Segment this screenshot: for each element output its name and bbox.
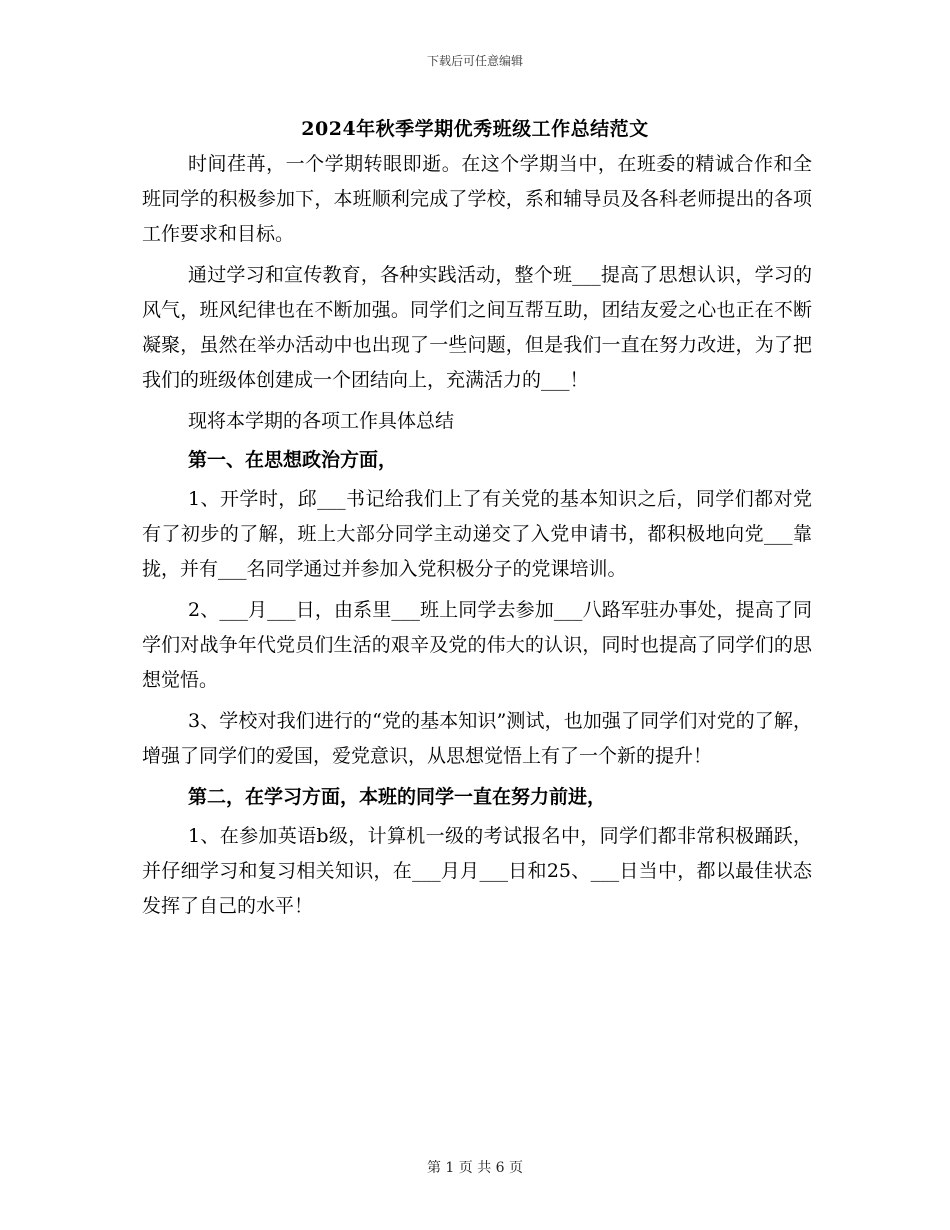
section-heading-politics: 第一、在思想政治方面， — [188, 449, 398, 471]
document-body — [142, 147, 812, 924]
paragraph-politics-3: 3、学校对我们进行的“党的基本知识”测试，也加强了同学们对党的了解，增强了同学们的爱国，爱党意识，从思想觉悟上有了一个新的提升！ — [142, 710, 812, 767]
paragraph-summary-lead: 现将本学期的各项工作具体总结 — [188, 410, 455, 432]
paragraph-study-1: 1、在参加英语b级，计算机一级的考试报名中，同学们都非常积极踊跃，并仔细学习和复习相关知识，在___月月___日和25、___日当中，都以最佳状态发挥了自己的水平！ — [142, 825, 812, 917]
paragraph-overview: 通过学习和宣传教育，各种实践活动，整个班___提高了思想认识，学习的风气，班风纪律也在不断加强。同学们之间互帮互助，团结友爱之心也正在不断凝聚，虽然在举办活动中也出现了一些问题，但是我们一直在努力改进，为了把我们的班级体创建成一个团结向上，充满活力的___！ — [142, 264, 812, 391]
section-heading-study: 第二，在学习方面，本班的同学一直在努力前进， — [188, 786, 607, 808]
page-footer: 第 1 页 共 6 页 — [426, 1160, 524, 1176]
paragraph-intro: 时间荏苒，一个学期转眼即逝。在这个学期当中，在班委的精诚合作和全班同学的积极参加下，本班顺利完成了学校，系和辅导员及各科老师提出的各项工作要求和目标。 — [142, 153, 812, 245]
page-header-note: 下载后可任意编辑 — [426, 54, 523, 68]
document-title: 2024年秋季学期优秀班级工作总结范文 — [301, 118, 649, 140]
paragraph-politics-2: 2、___月___日，由系里___班上同学去参加___八路军驻办事处，提高了同学们对战争年代党员们生活的艰辛及党的伟大的认识，同时也提高了同学们的思想觉悟。 — [142, 599, 812, 691]
paragraph-politics-1: 1、开学时，邱___书记给我们上了有关党的基本知识之后，同学们都对党有了初步的了解，班上大部分同学主动递交了入党申请书，都积极地向党___靠拢，并有___名同学通过并参加入党积极分子的党课培训。 — [142, 488, 812, 580]
